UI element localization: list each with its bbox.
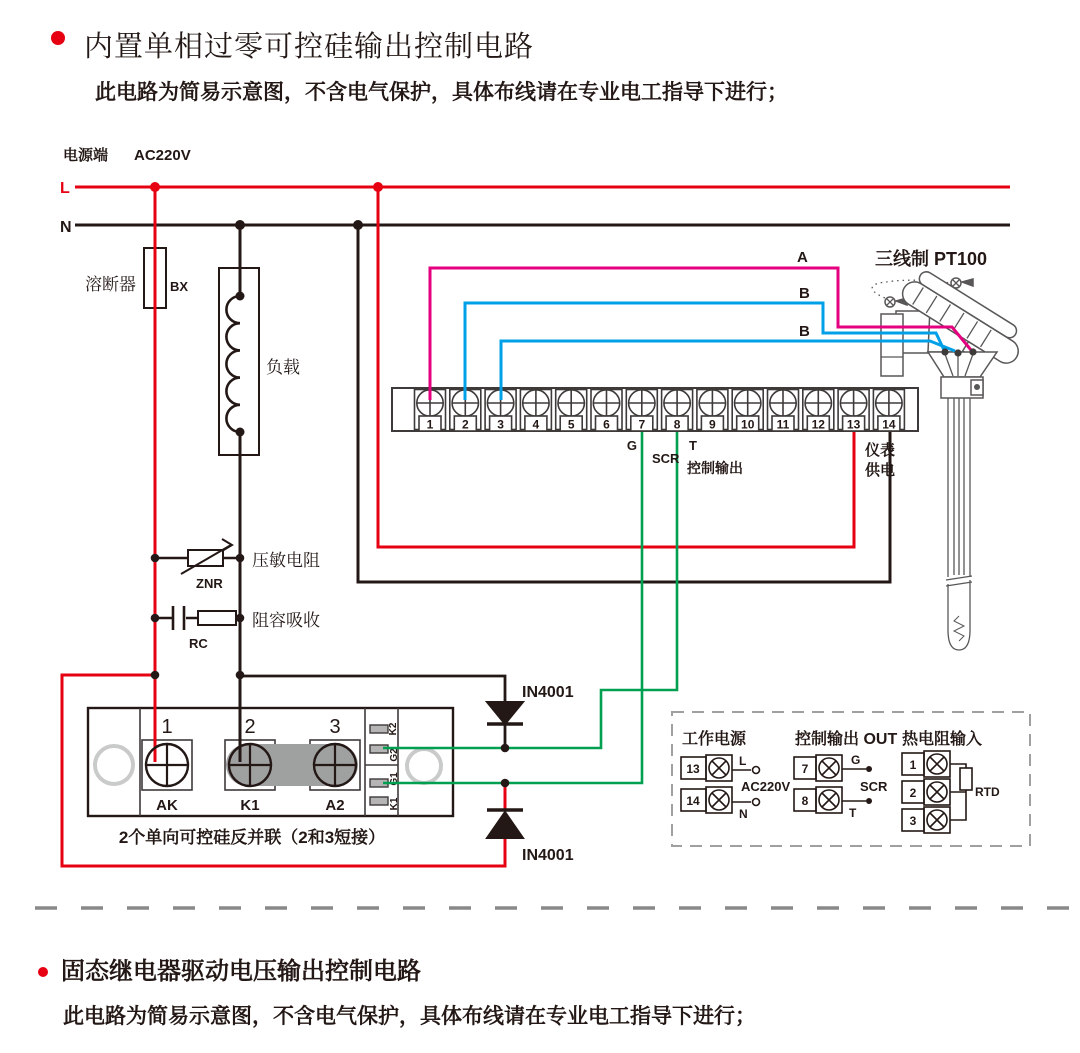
meter-power-label-1: 仪表 — [865, 442, 896, 459]
power-voltage-label: AC220V — [134, 147, 191, 164]
scr-module — [88, 708, 453, 847]
sensor-funnel — [928, 352, 997, 377]
trigger-label: T — [689, 438, 697, 453]
svg-text:1: 1 — [426, 417, 434, 432]
legend-power-num-14: 14 — [686, 794, 700, 808]
module-mount-hole-left — [95, 746, 133, 784]
line-l-label: L — [60, 180, 70, 197]
sensor-probe-tip — [948, 580, 970, 650]
junction-dot — [236, 292, 245, 301]
wire-a-label: A — [797, 249, 808, 266]
junction-dot — [151, 614, 160, 623]
svg-text:4: 4 — [532, 417, 540, 432]
svg-text:6: 6 — [603, 417, 610, 432]
junction-dot — [236, 671, 245, 680]
varistor-code: ZNR — [196, 576, 223, 591]
diode1-label: IN4001 — [522, 684, 574, 701]
probe-break-marks — [946, 576, 972, 586]
varistor-label: 压敏电阻 — [252, 551, 320, 570]
svg-text:3: 3 — [497, 417, 504, 432]
module-mount-hole-right — [407, 749, 441, 783]
junction-dot — [150, 182, 160, 192]
gate-label: G — [626, 438, 637, 453]
diode2-label: IN4001 — [522, 847, 574, 864]
section1-title: 内置单相过零可控硅输出控制电路 — [84, 31, 535, 63]
screw-cross — [930, 813, 944, 827]
junction-dot — [151, 554, 160, 563]
screw-cross — [712, 793, 726, 807]
junction-dot — [151, 671, 160, 680]
legend-power-voltage: AC220V — [741, 779, 791, 794]
legend-output-num-7: 7 — [801, 762, 809, 776]
legend-power-n: N — [739, 807, 748, 821]
terminal-14 — [873, 390, 904, 432]
junction-dot — [353, 220, 363, 230]
section2-title: 固态继电器驱动电压输出控制电路 — [61, 958, 421, 985]
cap-screw-icon — [951, 278, 973, 288]
module-label-a2: A2 — [325, 797, 345, 814]
diode2 — [487, 812, 523, 838]
svg-text:7: 7 — [638, 417, 646, 432]
junction-dot — [236, 428, 245, 437]
open-terminal-icon — [753, 767, 760, 774]
legend-rtd-num-2: 2 — [909, 786, 917, 800]
screw-cross — [930, 757, 944, 771]
sensor-title: 三线制 PT100 — [875, 249, 988, 269]
svg-text:12: 12 — [811, 417, 825, 432]
screw-cross — [930, 785, 944, 799]
rtd-resistor-body — [960, 768, 972, 790]
legend-power-title: 工作电源 — [682, 731, 747, 748]
screw-icon — [314, 744, 356, 786]
wire-terminal-dot — [941, 348, 948, 355]
pin-k2-label: K2 — [388, 722, 399, 736]
terminal-10 — [732, 390, 763, 432]
legend-power-l: L — [739, 754, 747, 768]
junction-dot — [501, 744, 510, 753]
terminal-6 — [591, 390, 622, 432]
legend-power-num-13: 13 — [686, 762, 700, 776]
legend-output-t: T — [849, 806, 857, 820]
terminal-4 — [520, 390, 551, 432]
svg-text:13: 13 — [846, 417, 861, 432]
diode1-feed-wire — [240, 676, 505, 702]
terminal-11 — [768, 390, 799, 432]
legend-output-num-8: 8 — [801, 794, 809, 808]
pin-g1-label: G1 — [389, 772, 400, 786]
screw-icon — [146, 744, 188, 786]
module-label-ak: AK — [156, 797, 178, 814]
control-output-label: 控制输出 — [687, 460, 743, 476]
screw-cross — [822, 761, 836, 775]
module-label-k1: K1 — [240, 797, 260, 814]
diode1 — [487, 702, 523, 724]
pin-k1 — [370, 797, 388, 805]
screw-cross — [822, 793, 836, 807]
sensor-probe-upper — [948, 398, 970, 577]
svg-text:11: 11 — [776, 417, 790, 432]
section1-subtitle: 此电路为简易示意图，不含电气保护，具体布线请在专业电工指导下进行； — [95, 81, 788, 104]
sensor-hex-nut — [881, 314, 903, 376]
junction-dot — [235, 220, 245, 230]
legend-output-mid: SCR — [860, 779, 888, 794]
svg-text:5: 5 — [567, 417, 575, 432]
junction-dot — [236, 554, 245, 563]
scr-label: SCR — [652, 451, 680, 466]
legend-output-g: G — [851, 753, 861, 767]
terminal-9 — [697, 390, 728, 432]
terminal-dot — [866, 798, 872, 804]
legend-rtd-label: RTD — [975, 785, 1000, 799]
terminal-8 — [662, 390, 693, 432]
varistor-arrow-head — [222, 539, 232, 551]
legend-output-title: 控制输出 OUT — [795, 731, 898, 748]
svg-text:2: 2 — [461, 417, 469, 432]
terminal-12 — [803, 390, 834, 432]
rc-resistor-body — [198, 611, 236, 625]
rc-label: 阻容吸收 — [252, 611, 320, 630]
module-num-3: 3 — [329, 716, 341, 738]
wire-terminal-dot — [969, 348, 976, 355]
pin-k1-label: K1 — [389, 797, 400, 811]
legend-rtd-title: 热电阻输入 — [902, 731, 983, 748]
section2-subtitle: 此电路为简易示意图，不含电气保护，具体布线请在专业电工指导下进行； — [63, 1005, 756, 1028]
svg-text:10: 10 — [741, 417, 755, 432]
terminal-13 — [838, 390, 869, 432]
wire-b1 — [465, 303, 944, 400]
pin-g2-label: G2 — [389, 748, 400, 762]
svg-text:9: 9 — [709, 417, 716, 432]
open-terminal-icon — [753, 799, 760, 806]
section2-bullet-icon — [38, 967, 48, 977]
meter-power-label-2: 供电 — [865, 462, 896, 479]
rtd-element-zigzag — [954, 616, 964, 641]
screw-cross — [712, 761, 726, 775]
module-caption: 2个单向可控硅反并联（2和3短接） — [118, 828, 386, 847]
junction-dot — [373, 182, 383, 192]
terminal-5 — [556, 390, 587, 432]
line-n-label: N — [60, 219, 72, 236]
terminal-dot — [866, 766, 872, 772]
module-num-1: 1 — [161, 716, 173, 738]
terminal-7 — [626, 390, 657, 432]
fuse — [85, 248, 188, 308]
power-rails — [60, 146, 1010, 236]
rtd-wires — [950, 764, 966, 820]
pin-k2 — [370, 725, 388, 733]
wire-b2-label: B — [799, 323, 810, 340]
screw-icon — [229, 744, 271, 786]
junction-dot — [501, 779, 510, 788]
collar-screw-icon — [974, 384, 980, 390]
load-label: 负载 — [266, 358, 300, 377]
junction-dot — [236, 614, 245, 623]
terminal-block — [392, 388, 918, 479]
fuse-code: BX — [170, 279, 189, 294]
fuse-label: 溶断器 — [85, 275, 136, 294]
legend-rtd-num-1: 1 — [909, 758, 917, 772]
meter-live-wire — [378, 187, 854, 547]
power-station-label: 电源端 — [63, 147, 109, 164]
module-num-2: 2 — [244, 716, 256, 738]
wire-b1-label: B — [799, 285, 810, 302]
rc-code: RC — [189, 636, 208, 651]
legend-rtd-num-3: 3 — [909, 814, 917, 828]
legend — [672, 712, 1030, 846]
svg-text:8: 8 — [673, 417, 681, 432]
svg-text:14: 14 — [882, 417, 896, 432]
pt100-sensor — [872, 248, 1030, 650]
wire-terminal-dot — [954, 349, 961, 356]
